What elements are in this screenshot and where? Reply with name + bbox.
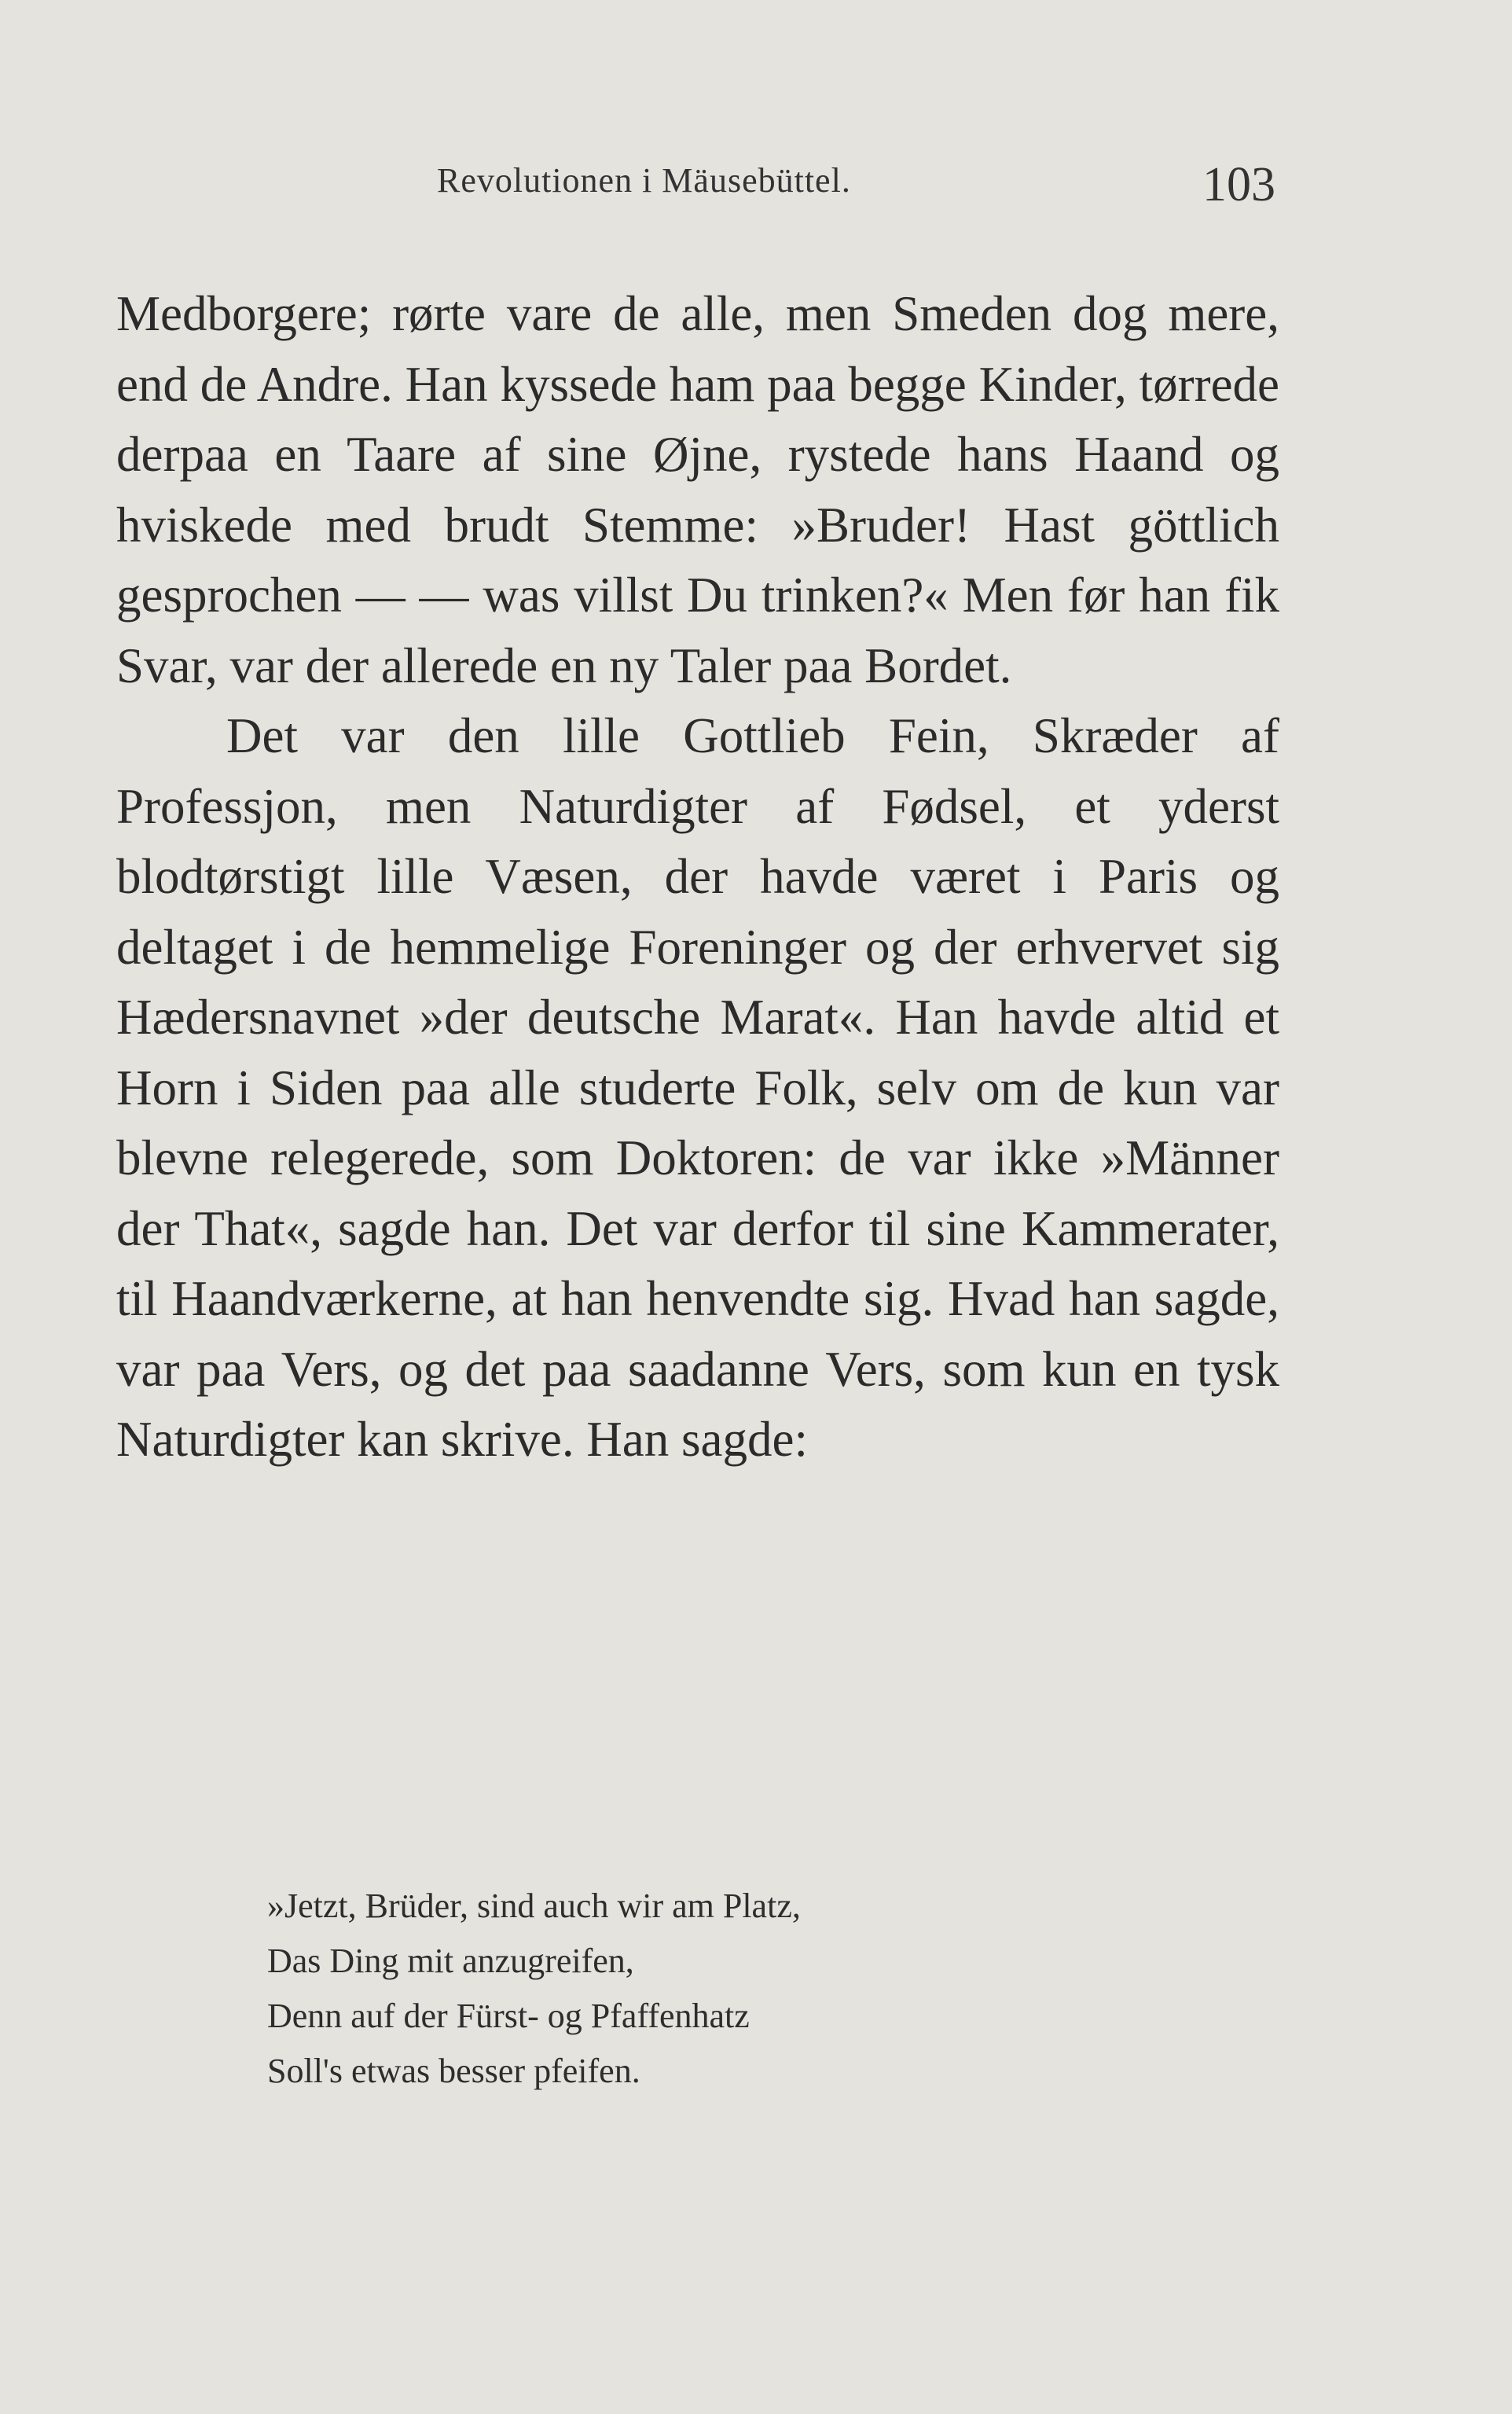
verse-line-3: Denn auf der Fürst- og Pfaffenhatz <box>267 1997 750 2035</box>
page-header <box>0 157 1512 228</box>
paragraph-1: Medborgere; rørte vare de alle, men Smeden dog mere, end de Andre. Han kyssede ham paa begge Kinder, tørrede derpaa en Taare af sine Øjne, rystede hans Haand og hviskede med brudt Stemme: »Bruder! Hast göttlich gesprochen — — was villst Du trinken?« Men før han fik Svar, var der allerede en ny Taler paa Bordet. <box>116 286 1279 693</box>
verse-line-4: Soll's etwas besser pfeifen. <box>267 2052 640 2090</box>
running-title: Revolutionen i Mäusebüttel. <box>437 161 851 200</box>
verse-block <box>267 1879 1132 2099</box>
verse-line-1: »Jetzt, Brüder, sind auch wir am Platz, <box>267 1887 801 1925</box>
page-number: 103 <box>1202 158 1275 211</box>
paragraph-2: Det var den lille Gottlieb Fein, Skræder af Professjon, men Naturdigter af Fødsel, et yderst blodtørstigt lille Væsen, der havde været i Paris og deltaget i de hemmelige Foreninger og der erhvervet sig Hædersnavnet »der deutsche Marat«. Han havde altid et Horn i Siden paa alle studerte Folk, selv om de kun var blevne relegerede, som Doktoren: de var ikke »Männer der That«, sagde han. Det var derfor til sine Kammerater, til Haandværkerne, at han henvendte sig. Hvad han sagde, var paa Vers, og det paa saadanne Vers, som kun en tysk Naturdigter kan skrive. Han sagde: <box>116 708 1279 1467</box>
body-text <box>116 279 1279 1475</box>
verse-line-2: Das Ding mit anzugreifen, <box>267 1942 634 1980</box>
